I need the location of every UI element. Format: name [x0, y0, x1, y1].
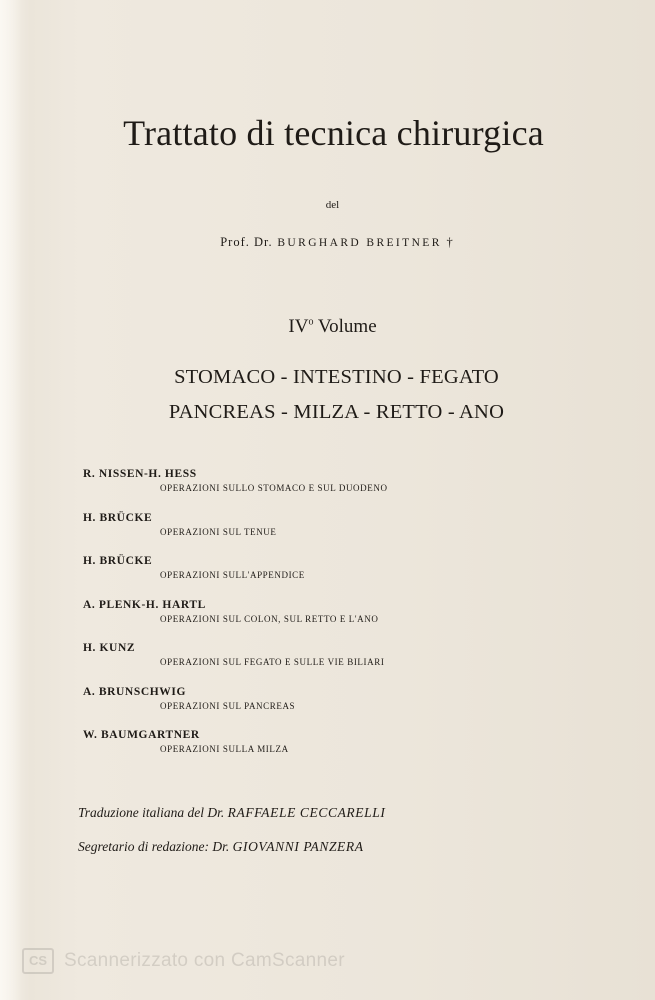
subjects-line-1: STOMACO - INTESTINO - FEGATO — [174, 366, 499, 388]
chapter-entry — [83, 598, 563, 642]
subjects-line-2: PANCREAS - MILZA - RETTO - ANO — [168, 401, 505, 423]
author-prefix: Prof. Dr. — [220, 235, 273, 249]
camscanner-logo-icon: CS — [22, 948, 54, 974]
volume-numeral: IV — [288, 316, 309, 337]
translation-label: Traduzione italiana del Dr. — [78, 805, 225, 820]
by-label: del — [325, 199, 340, 211]
secretary-name: GIOVANNI PANZERA — [232, 839, 364, 854]
chapter-author: A. PLENK-H. HARTL — [83, 598, 206, 611]
chapter-author: H. BRÜCKE — [83, 555, 153, 567]
chapter-author: H. KUNZ — [83, 642, 136, 654]
watermark-text: Scannerizzato con CamScanner — [64, 950, 345, 971]
book-title: Trattato di tecnica chirurgica — [123, 113, 544, 153]
translation-credit — [78, 796, 385, 830]
chapter-topic: OPERAZIONI SUL FEGATO E SULLE VIE BILIARI — [160, 657, 385, 667]
chapter-entry — [83, 685, 563, 729]
dagger-mark: † — [446, 235, 453, 249]
chapter-entry — [83, 728, 563, 772]
chapter-entry — [83, 467, 563, 511]
chapter-author: H. BRÜCKE — [83, 511, 153, 524]
chapter-topic: OPERAZIONI SUL TENUE — [160, 526, 277, 537]
chapter-author: A. BRUNSCHWIG — [83, 685, 187, 698]
chapter-list — [83, 467, 563, 772]
secretary-credit — [78, 830, 385, 864]
chapter-topic: OPERAZIONI SUL PANCREAS — [160, 700, 296, 711]
chapter-topic: OPERAZIONI SULL'APPENDICE — [160, 570, 305, 580]
chapter-author: R. NISSEN-H. HESS — [83, 468, 197, 480]
volume-subjects — [0, 360, 655, 430]
volume-label — [0, 316, 655, 338]
credits — [78, 796, 385, 864]
volume-word: Volume — [317, 316, 377, 337]
chapter-entry — [83, 554, 563, 598]
author-name: BURGHARD BREITNER — [277, 237, 442, 249]
author-line — [0, 235, 655, 250]
secretary-label: Segretario di redazione: Dr. — [78, 839, 230, 854]
chapter-entry — [83, 641, 563, 685]
chapter-topic: OPERAZIONI SULLO STOMACO E SUL DUODENO — [160, 483, 388, 493]
translator-name: RAFFAELE CECCARELLI — [227, 805, 386, 820]
scanner-watermark — [22, 948, 345, 974]
volume-ordinal-mark: o — [308, 316, 314, 328]
chapter-topic: OPERAZIONI SUL COLON, SUL RETTO E L'ANO — [160, 613, 379, 624]
chapter-entry — [83, 511, 563, 555]
chapter-author: W. BAUMGARTNER — [83, 729, 200, 741]
chapter-topic: OPERAZIONI SULLA MILZA — [160, 744, 289, 754]
